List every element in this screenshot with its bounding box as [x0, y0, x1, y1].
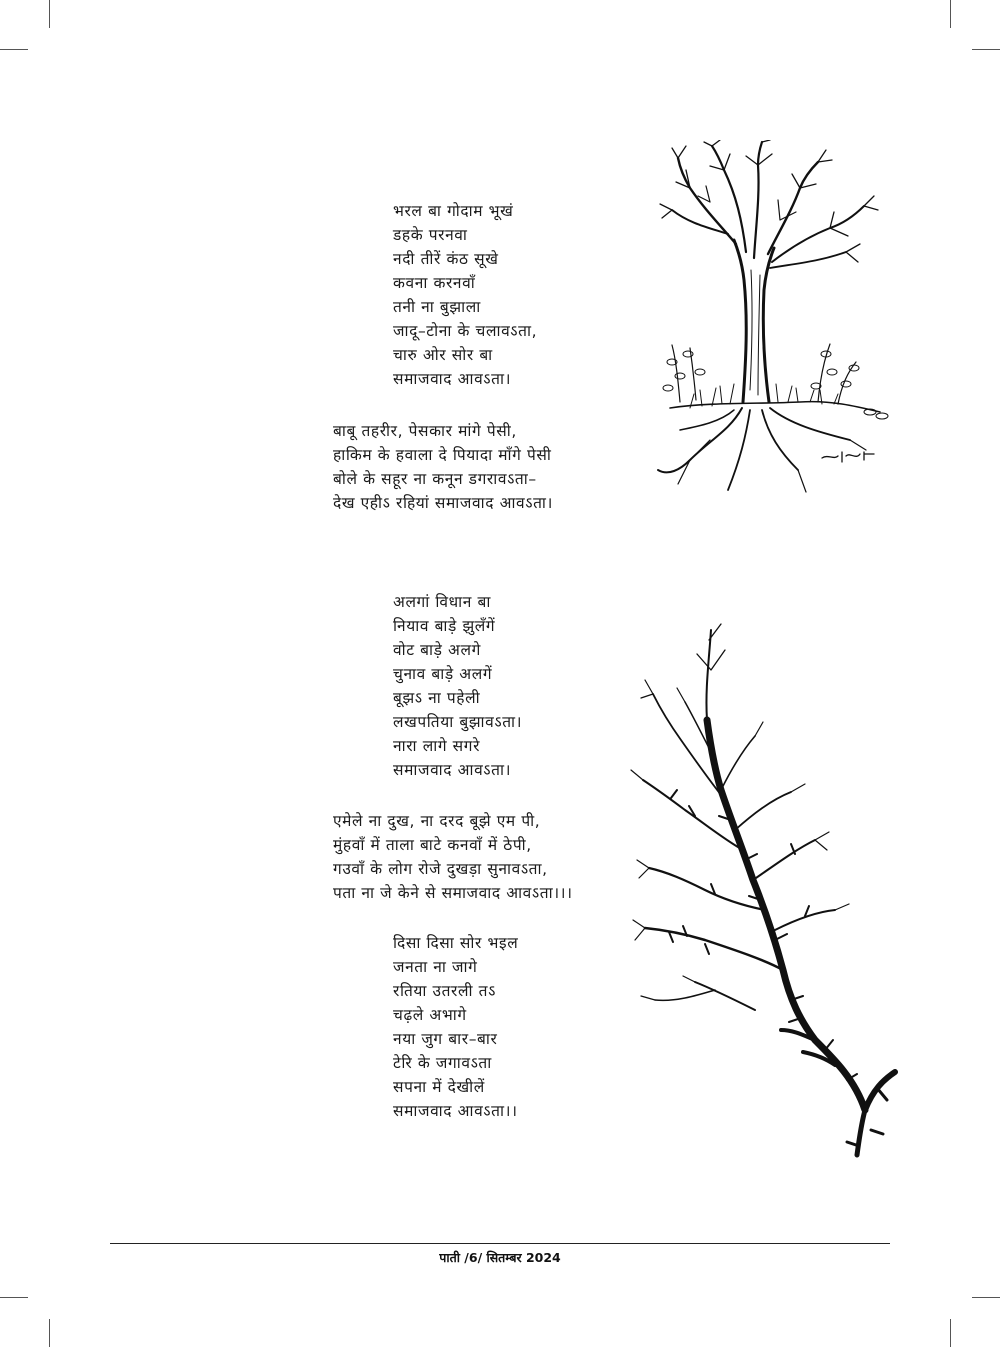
footer-divider — [110, 1243, 890, 1244]
poem-line: गउवाँ के लोग रोजे दुखड़ा सुनावऽता, — [333, 860, 548, 878]
poem-line: तनी ना बुझाला — [393, 298, 481, 316]
poem-line: जादू–टोना के चलावऽता, — [393, 322, 538, 340]
poem-line: जनता ना जागे — [393, 958, 478, 976]
stanza-3 — [393, 590, 522, 782]
poem-line: पता ना जे केने से समाजवाद आवऽता।।। — [333, 884, 573, 902]
poem-line: चढ़ले अभागे — [393, 1006, 467, 1024]
crop-mark — [950, 1319, 951, 1347]
poem-line: लखपतिया बुझावऽता। — [393, 713, 523, 731]
poem-line: चारु ओर सोर बा — [393, 346, 493, 364]
crop-mark — [49, 1319, 50, 1347]
poem-line: चुनाव बाड़े अलगें — [393, 665, 493, 683]
poem-line: दिसा दिसा सोर भइल — [393, 934, 519, 952]
crop-mark — [49, 0, 50, 28]
crop-mark — [0, 1297, 28, 1298]
poem-line: देख एहीऽ रहियां समाजवाद आवऽता। — [333, 494, 554, 512]
crop-mark — [972, 49, 1000, 50]
crop-mark — [0, 49, 28, 50]
poem-line: टेरि के जगावऽता — [393, 1054, 492, 1072]
poem-line: नारा लागे सगरे — [393, 737, 481, 755]
poem-line: समाजवाद आवऽता।। — [393, 1102, 518, 1120]
poem-line: बाबू तहरीर, पेसकार मांगे पेसी, — [333, 422, 517, 440]
poem-line: हाकिम के हवाला दे पियादा माँगे पेसी — [333, 446, 552, 464]
poem-line: समाजवाद आवऽता। — [393, 761, 512, 779]
poem-line: नया जुग बार–बार — [393, 1030, 498, 1048]
page-footer: पाती /6/ सितम्बर 2024 — [439, 1250, 561, 1265]
poem-line: एमेले ना दुख, ना दरद बूझे एम पी, — [333, 812, 541, 830]
crop-mark — [972, 1297, 1000, 1298]
tree-sketch-icon — [650, 140, 895, 500]
crop-mark — [950, 0, 951, 28]
stanza-1 — [393, 199, 537, 391]
poem-line: नदी तीरें कंठ सूखे — [393, 250, 499, 268]
poem-line: बूझऽ ना पहेली — [393, 689, 481, 707]
stanza-5 — [393, 931, 518, 1123]
poem-line: डहके परनवा — [393, 226, 468, 244]
poem-line: मुंहवाँ में ताला बाटे कनवाँ में ठेपी, — [333, 836, 532, 854]
stanza-2 — [333, 419, 553, 515]
poem-line: कवना करनवाँ — [393, 274, 476, 292]
poem-line: सपना में देखीलें — [393, 1078, 485, 1096]
thorny-branch-icon — [625, 610, 900, 1165]
poem-line: भरल बा गोदाम भूखं — [393, 202, 514, 220]
poem-line: अलगां विधान बा — [393, 593, 491, 611]
poem-line: नियाव बाड़े झुलँगें — [393, 617, 496, 635]
poem-line: रतिया उतरली तऽ — [393, 982, 496, 1000]
poem-line: वोट बाड़े अलगे — [393, 641, 481, 659]
poem-line: समाजवाद आवऽता। — [393, 370, 512, 388]
stanza-4 — [333, 809, 573, 905]
poem-line: बोले के सहूर ना कनून डगरावऽता– — [333, 470, 537, 488]
